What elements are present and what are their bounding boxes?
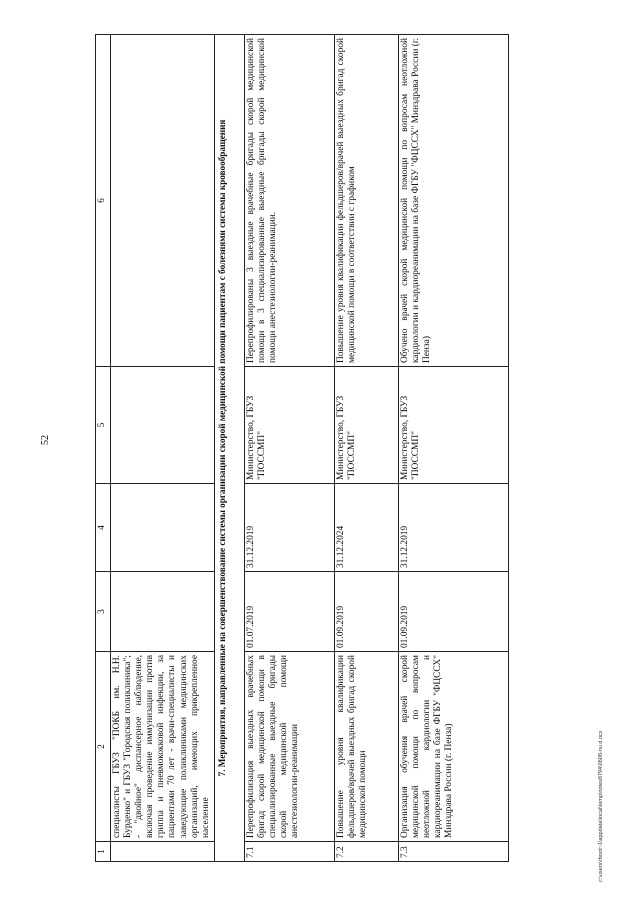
action-cell: Организация обучения врачей скорой медицинской помощи по вопросам неотложной кардиологии и кардиореанимации на базе ФГБУ "ФЦССХ" Минздрава России (г. Пенза)	[398, 652, 508, 842]
table-cell	[111, 35, 215, 367]
table-header-row	[96, 35, 111, 862]
section-row	[215, 35, 245, 862]
column-header: 4	[96, 484, 111, 572]
continuation-row	[111, 35, 215, 862]
row-number: 7.2	[334, 842, 398, 862]
result-cell: Перепрофилированы 3 выездные врачебные бригады скорой медицинской помощи в 3 специализированные выездные бригады скорой медицинской помощи анестезиологии-реанимации.	[244, 35, 334, 367]
action-cell: Повышение уровня квалификации фельдшеров/врачей выездных бригад скорой медицинской помощи	[334, 652, 398, 842]
rotated-page-content	[95, 35, 509, 862]
column-header: 3	[96, 572, 111, 652]
measures-table	[95, 34, 509, 862]
responsible-cell: Министерство, ГБУЗ "ПОССМП"	[398, 367, 508, 484]
column-header: 1	[96, 842, 111, 862]
row-number: 7.1	[244, 842, 334, 862]
table-cell	[111, 572, 215, 652]
column-header: 6	[96, 35, 111, 367]
row-number: 7.3	[398, 842, 508, 862]
result-cell: Обучено врачей скорой медицинской помощи по вопросам неотложной кардиологии и кардиореанимации на базе ФГБУ "ФЦССХ" Минздрава России (г. Пенза)	[398, 35, 508, 367]
start-date-cell: 01.09.2019	[398, 572, 508, 652]
table-cell	[111, 842, 215, 862]
table-cell	[111, 484, 215, 572]
end-date-cell: 31.12.2024	[334, 484, 398, 572]
column-header: 2	[96, 652, 111, 842]
responsible-cell: Министерство, ГБУЗ "ПОССМП"	[244, 367, 334, 484]
start-date-cell: 01.07.2019	[244, 572, 334, 652]
action-cell: Перепрофилизация выездных врачебных бригад скорой медицинской помощи в специализированные выездные бригады скорой медицинской помощи анестезиологии-реанимации	[244, 652, 334, 842]
column-header: 5	[96, 367, 111, 484]
table-cell: специалисты ГБУЗ "ПОКБ им. Н.Н. Бурденко" и ГБУЗ "Городская поликлиника"; - "двойное" диспансерное наблюдение, включая проведение иммунизации против гриппа и пневмококковой инфекции, за пациентами 70 лет - врачи-специалисты и заведующие поликлиниками медицинских организаций, имеющих прикрепленное население	[111, 652, 215, 842]
end-date-cell: 31.12.2019	[398, 484, 508, 572]
footer-file-path: c:\users\rbord~1\appdata\local\temp\notes8794\0608-nu.d.ocx	[598, 730, 604, 882]
table-cell	[111, 367, 215, 484]
responsible-cell: Министерство, ГБУЗ "ПОССМП"	[334, 367, 398, 484]
table-row	[334, 35, 398, 862]
table-row	[244, 35, 334, 862]
result-cell: Повышение уровня квалификации фельдшеров/врачей выездных бригад скорой медицинской помощи в соответствии с графиком	[334, 35, 398, 367]
section-title: 7. Мероприятия, направленные на совершенствование системы организации скорой медицинской помощи пациентам с болезнями системы кровообращения	[215, 35, 245, 862]
page-number: 52	[40, 435, 51, 445]
start-date-cell: 01.09.2019	[334, 572, 398, 652]
table-row	[398, 35, 508, 862]
end-date-cell: 31.12.2019	[244, 484, 334, 572]
